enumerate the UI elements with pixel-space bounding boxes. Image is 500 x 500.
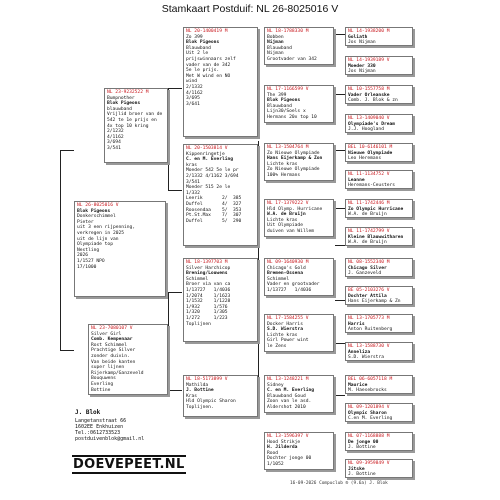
card-line: 3/695 xyxy=(186,96,200,102)
card-line: Nestling xyxy=(77,247,100,253)
card-line: Nijman xyxy=(267,51,284,57)
connector-line xyxy=(335,343,345,344)
connector-line xyxy=(60,150,74,151)
card-line: Maurice xyxy=(348,382,368,388)
card-line: C.en M. Everling xyxy=(348,416,393,422)
card-line: 1/2074 1/1623 xyxy=(186,293,231,299)
ring-number: NL 17-1379222 V xyxy=(267,201,309,206)
card-line: Lichte kras xyxy=(267,332,298,338)
card-line: J. Ganzeveld xyxy=(348,271,382,277)
owner-info xyxy=(75,410,144,442)
card-line: Met W wind en NO xyxy=(186,73,231,79)
connector-line xyxy=(335,245,345,246)
ancestor-card[interactable] xyxy=(345,314,413,333)
card-line: Lichte kras xyxy=(267,217,298,223)
ring-number: NL 13-1596397 V xyxy=(267,434,309,439)
card-line: Jitske xyxy=(348,466,365,472)
card-line: Aldershot 2010 xyxy=(267,404,306,410)
ancestor-card[interactable] xyxy=(345,403,413,422)
connector-line xyxy=(335,150,345,151)
ancestor-card[interactable] xyxy=(345,227,413,246)
ring-number: BEL 06-6057118 M xyxy=(348,377,393,382)
card-line: W.A. de Bruijn xyxy=(348,240,387,246)
ring-number: NL 18-1397703 M xyxy=(186,260,228,265)
ring-number: NL 14-1939189 V xyxy=(348,58,390,63)
card-line: Leerik 2/ 385 xyxy=(186,196,242,202)
ancestor-card[interactable] xyxy=(345,85,413,104)
ancestor-card[interactable] xyxy=(345,432,413,451)
card-line: Kippenringetje xyxy=(186,151,225,157)
card-line: Hld Olympic Sharon xyxy=(186,399,236,405)
connector-line xyxy=(335,208,345,209)
ring-number: NL 23-7080107 V xyxy=(91,326,133,331)
card-line: Blok Pigeons xyxy=(107,101,141,107)
ring-number: NL 13-1409040 V xyxy=(348,116,390,121)
ring-number: NL 18-1788330 M xyxy=(267,29,309,34)
ring-number: NL 09-1201894 V xyxy=(348,405,390,410)
ancestor-card[interactable] xyxy=(264,314,334,352)
card-line: Pt.St.Max 7/ 307 xyxy=(186,213,242,219)
card-line: Donkerschimmel xyxy=(77,214,116,220)
card-line: H. Jilderda xyxy=(267,445,298,451)
card-line: Sidney xyxy=(267,382,284,388)
card-line: Docker Harris xyxy=(267,321,303,327)
card-line: Olympiade top xyxy=(77,242,113,248)
card-line: Zo 399 xyxy=(186,34,203,40)
card-line: J.J. Hoogland xyxy=(348,127,384,133)
card-line: Duffel 4/ 327 xyxy=(186,201,242,207)
card-line: Blauwband Goud xyxy=(267,393,306,399)
card-line: 1/1052 xyxy=(267,461,284,467)
card-line: wind xyxy=(186,79,198,85)
owner-city: 1602EE Enkhuizen xyxy=(75,424,124,430)
owner-email[interactable]: postduivenblok@gmail.nl xyxy=(75,436,145,442)
ancestor-card[interactable] xyxy=(264,375,334,413)
card-line: Rijerkamp/Ganzeveld xyxy=(91,370,144,376)
card-line: J. Bottine xyxy=(348,445,376,451)
ring-number: NL 07-1168888 M xyxy=(348,434,390,439)
ring-number: NL 13-1588730 V xyxy=(348,344,390,349)
connector-line xyxy=(168,190,182,191)
card-line: Vader en grootvader xyxy=(267,282,320,288)
card-line: Everling xyxy=(91,381,114,387)
ring-number: NL 08-1552340 M xyxy=(348,260,390,265)
card-line: 1/1527 NPO xyxy=(77,258,105,264)
card-line: 1/272 1/223 xyxy=(186,315,228,321)
card-line: Chicago's Gold xyxy=(267,265,306,271)
card-line: 3/641 xyxy=(186,101,200,107)
grandsire-card[interactable] xyxy=(183,144,258,246)
card-line: duiven van Willem xyxy=(267,228,315,234)
card-line: W.A. de Bruijn xyxy=(348,212,387,218)
card-line: Nijman xyxy=(267,40,284,46)
card-line: C. en M. Everling xyxy=(186,157,234,163)
card-line: vader van de 342 xyxy=(186,62,231,68)
card-line: Blauwband xyxy=(186,45,211,51)
connector-line xyxy=(258,335,259,395)
ring-number: NL 17-1166599 V xyxy=(267,87,309,92)
card-line: Blok Pigeons xyxy=(267,98,301,104)
ancestor-card[interactable] xyxy=(345,114,413,133)
grandsire-card[interactable] xyxy=(183,27,258,137)
card-line: Chicago Silver xyxy=(348,265,387,271)
card-line: Mathilda xyxy=(186,382,209,388)
card-line: 4x top 10 kring xyxy=(107,123,149,129)
card-line: Roosendaa 5/ 353 xyxy=(186,207,242,213)
granddam-card[interactable] xyxy=(183,258,258,342)
card-line: Anneliza xyxy=(348,349,371,355)
card-line: Toplijnen xyxy=(186,321,211,327)
card-line: Brening/Louwens xyxy=(186,271,228,277)
card-line: 4/1162 xyxy=(107,134,124,140)
card-line: uit 3 een rijpenning, xyxy=(77,225,136,231)
card-line: Comb. Kempenaar xyxy=(91,337,133,343)
card-line: Prachtige Silver xyxy=(91,348,136,354)
card-line: Silver Harchicop xyxy=(186,265,231,271)
connector-line xyxy=(168,292,169,390)
ancestor-card[interactable] xyxy=(264,258,334,296)
page-title: Stamkaart Postduif: NL 26-8025016 V xyxy=(161,3,339,15)
granddam-card[interactable] xyxy=(183,375,258,417)
ring-number: BEL 10-6146101 M xyxy=(348,145,393,150)
ancestor-card[interactable] xyxy=(345,56,413,75)
ancestor-card[interactable] xyxy=(264,27,334,65)
card-line: 2/1232 xyxy=(107,129,124,135)
card-line: Dochter jonge 00 xyxy=(267,456,312,462)
ancestor-card[interactable] xyxy=(345,170,413,189)
connector-line xyxy=(168,88,182,89)
card-line: Comb. J. Blok & zn xyxy=(348,98,398,104)
card-line: Olympic Sharon xyxy=(348,410,387,416)
ring-number: NL 11-1742446 M xyxy=(348,201,390,206)
ancestor-card[interactable] xyxy=(345,375,413,394)
card-line: Nieuwe Olympiade xyxy=(348,150,393,156)
card-line: Bremen-Ossena xyxy=(267,271,303,277)
ring-number: NL 18-5173899 V xyxy=(186,377,228,382)
card-line: Bouquwens xyxy=(91,376,116,382)
card-line: M. Haesebrocks xyxy=(348,388,387,394)
ring-number: NL 13-1504764 M xyxy=(267,145,309,150)
card-line: 1/13727 1/4036 xyxy=(186,287,231,293)
connector-line xyxy=(335,300,345,301)
footer-text: 16-09-2026 Compuclub ® (9.6a) J. Blok xyxy=(290,481,388,486)
card-line: Dochter Attila xyxy=(348,293,387,299)
card-line: Toplijnen. xyxy=(186,404,214,410)
connector-line xyxy=(60,350,74,351)
connector-line xyxy=(168,88,169,190)
ancestor-card[interactable] xyxy=(264,143,334,181)
card-line: Bobben xyxy=(267,34,284,40)
card-line: Silver Girl xyxy=(91,331,122,337)
card-line: Moeder 542 5e le pr xyxy=(186,168,239,174)
card-line: Moeder 515 2e le xyxy=(186,185,231,191)
owner-phone: Tel.:0612733523 xyxy=(75,430,121,436)
card-line: Blauwband xyxy=(267,103,292,109)
ring-number: NL 09-1640930 M xyxy=(267,260,309,265)
ancestor-card[interactable] xyxy=(345,286,413,305)
card-line: Zoon van le asd. xyxy=(267,399,312,405)
connector-line xyxy=(168,390,182,391)
card-line: 542 te 1e prijs en xyxy=(107,117,157,123)
card-line: Schimmel xyxy=(267,276,290,282)
ring-number: NL 09-3959849 V xyxy=(348,461,390,466)
dam-card[interactable] xyxy=(88,324,168,395)
card-line: 2/1332 xyxy=(186,84,203,90)
ancestor-card[interactable] xyxy=(345,199,413,218)
card-line: Leanne xyxy=(348,177,365,183)
card-line: 1/1532 1/1228 xyxy=(186,299,231,305)
card-line: 5e le prijs. xyxy=(186,68,220,74)
owner-address: Langetanstraat 66 xyxy=(75,418,127,424)
card-line: kras xyxy=(186,162,198,168)
card-line: De jonge 00 xyxy=(348,439,379,445)
card-line: blauwband xyxy=(107,106,132,112)
owner-name: J. Blok xyxy=(75,409,101,416)
connector-line xyxy=(335,94,345,95)
card-line: J. Bottine xyxy=(186,388,214,394)
card-line: Broer via van ca xyxy=(186,282,231,288)
card-line: Blauwband xyxy=(267,45,292,51)
connector-line xyxy=(258,141,259,209)
ancestor-card[interactable] xyxy=(264,199,334,237)
card-line: 3/541 xyxy=(107,145,121,151)
card-line: Grootvader van 342 xyxy=(267,56,317,62)
ring-number: NL 11-1134752 V xyxy=(348,172,390,177)
ring-number: NL 13-1248221 M xyxy=(267,377,309,382)
card-line: Duffel 5/ 290 xyxy=(186,218,242,224)
card-line: Kras xyxy=(186,393,198,399)
card-line: Moeder 330 xyxy=(348,63,376,69)
card-line: Anton Ruitenberg xyxy=(348,327,393,333)
card-line: Jos Nijman xyxy=(348,40,376,46)
card-line: 1/320 1/305 xyxy=(186,310,228,316)
card-line: Kleine Blauwwitharen xyxy=(348,234,404,240)
ring-number: NL 26-8025016 V xyxy=(77,203,119,208)
connector-line xyxy=(258,240,259,300)
card-line: S.D. Wierstra xyxy=(348,355,384,361)
card-line: 1/932 1/576 xyxy=(186,304,228,310)
connector-line xyxy=(335,34,345,35)
ancestor-card[interactable] xyxy=(345,143,413,162)
card-line: Rood xyxy=(267,450,279,456)
card-line: Hood Strikje xyxy=(267,439,301,445)
card-line: super lijnen xyxy=(91,365,125,371)
card-line: Jos Nijman xyxy=(348,69,376,75)
card-line: Zo Nieuwe Olympiade xyxy=(267,150,320,156)
card-line: Pieter xyxy=(77,219,94,225)
card-line: Lijn30/Soels x xyxy=(267,109,306,115)
card-line: verkregen in 2025 xyxy=(77,230,125,236)
card-line: Blok Pigeons xyxy=(186,40,220,46)
connector-line xyxy=(258,34,259,94)
card-line: 17/1000 xyxy=(77,264,97,270)
ring-number: NL 20-1503814 V xyxy=(186,146,228,151)
card-line: J. Bottine xyxy=(348,472,376,478)
card-line: Hans Eijerkamp & Zon xyxy=(267,156,323,162)
ring-number: NL 11-1742799 V xyxy=(348,229,390,234)
card-line: Van beide kanten xyxy=(91,359,136,365)
ancestor-card[interactable] xyxy=(345,27,413,46)
card-line: Bottine xyxy=(91,387,111,393)
ring-number: NL 23-9232522 M xyxy=(107,90,149,95)
card-line: Bumpnother xyxy=(107,95,135,101)
card-line: Girl Power wint xyxy=(267,338,309,344)
card-line: Olympiade's Dream xyxy=(348,121,396,127)
card-line: 4/1162 xyxy=(186,90,203,96)
subject-card[interactable] xyxy=(74,201,166,297)
card-line: prijswinnaars zelf xyxy=(186,56,236,62)
sire-card[interactable] xyxy=(104,88,168,163)
card-line: Rost Schimmel xyxy=(91,342,127,348)
ring-number: NL 14-1938200 M xyxy=(348,29,390,34)
connector-line xyxy=(60,150,61,350)
site-logo[interactable]: DOEVEPEET.NL xyxy=(73,457,185,472)
ancestor-card[interactable] xyxy=(264,85,334,123)
card-line: uit de lijn van xyxy=(77,236,119,242)
card-line: Leo Heremans xyxy=(348,156,382,162)
card-line: Harris xyxy=(348,321,365,327)
ring-number: NL 17-1584255 V xyxy=(267,316,309,321)
card-line: C. en M. Everling xyxy=(267,388,315,394)
ancestor-card[interactable] xyxy=(345,258,413,277)
card-line: Schimmel xyxy=(186,276,209,282)
card-line: Lichte kras xyxy=(267,161,298,167)
card-line: Hans Eijerkamp & Zn xyxy=(348,299,401,305)
card-line: 2/1332 4/1162 3/694 xyxy=(186,173,239,179)
card-line: Zo Olympic Hurricane xyxy=(348,206,404,212)
card-line: Uit Olympiade xyxy=(267,223,303,229)
card-line: 100% Hermans xyxy=(267,172,301,178)
card-line: 3/541 xyxy=(186,179,200,185)
card-line: Heremans-Ceusters xyxy=(348,183,396,189)
card-line: The 399 xyxy=(267,92,287,98)
ring-number: BE 05-2103276 V xyxy=(348,288,390,293)
ancestor-card[interactable] xyxy=(264,432,334,470)
connector-line xyxy=(168,292,182,293)
ancestor-card[interactable] xyxy=(345,459,413,478)
ring-number: NL 10-1557758 M xyxy=(348,87,390,92)
card-line: Vader Orleanske xyxy=(348,92,390,98)
ring-number: NL 20-1400419 M xyxy=(186,29,228,34)
card-line: Hermans 20x top 10 xyxy=(267,114,317,120)
card-line: S.D. Wierstra xyxy=(267,327,303,333)
card-line: Hld Olymp. Hurricane xyxy=(267,206,323,212)
ancestor-card[interactable] xyxy=(345,342,413,361)
ring-number: NL 13-1705773 M xyxy=(348,316,390,321)
card-line: le Zens xyxy=(267,343,287,349)
card-line: Zo Nieuwe Olympiade xyxy=(267,167,320,173)
card-line: 3/694 xyxy=(107,140,121,146)
card-line: 1/13727 1/4036 xyxy=(267,287,312,293)
card-line: Blok Pigeons xyxy=(77,208,111,214)
card-line: W.A. de Bruijn xyxy=(267,212,306,218)
card-line: 2026 xyxy=(77,253,89,259)
card-line: Goliath xyxy=(348,34,368,40)
card-line: zonder duivin. xyxy=(91,353,130,359)
connector-line xyxy=(335,395,345,396)
card-line: Vrijlid broer van de xyxy=(107,112,163,118)
card-line: Uit 2 le xyxy=(186,51,209,57)
card-line: 1/332 xyxy=(186,190,200,196)
